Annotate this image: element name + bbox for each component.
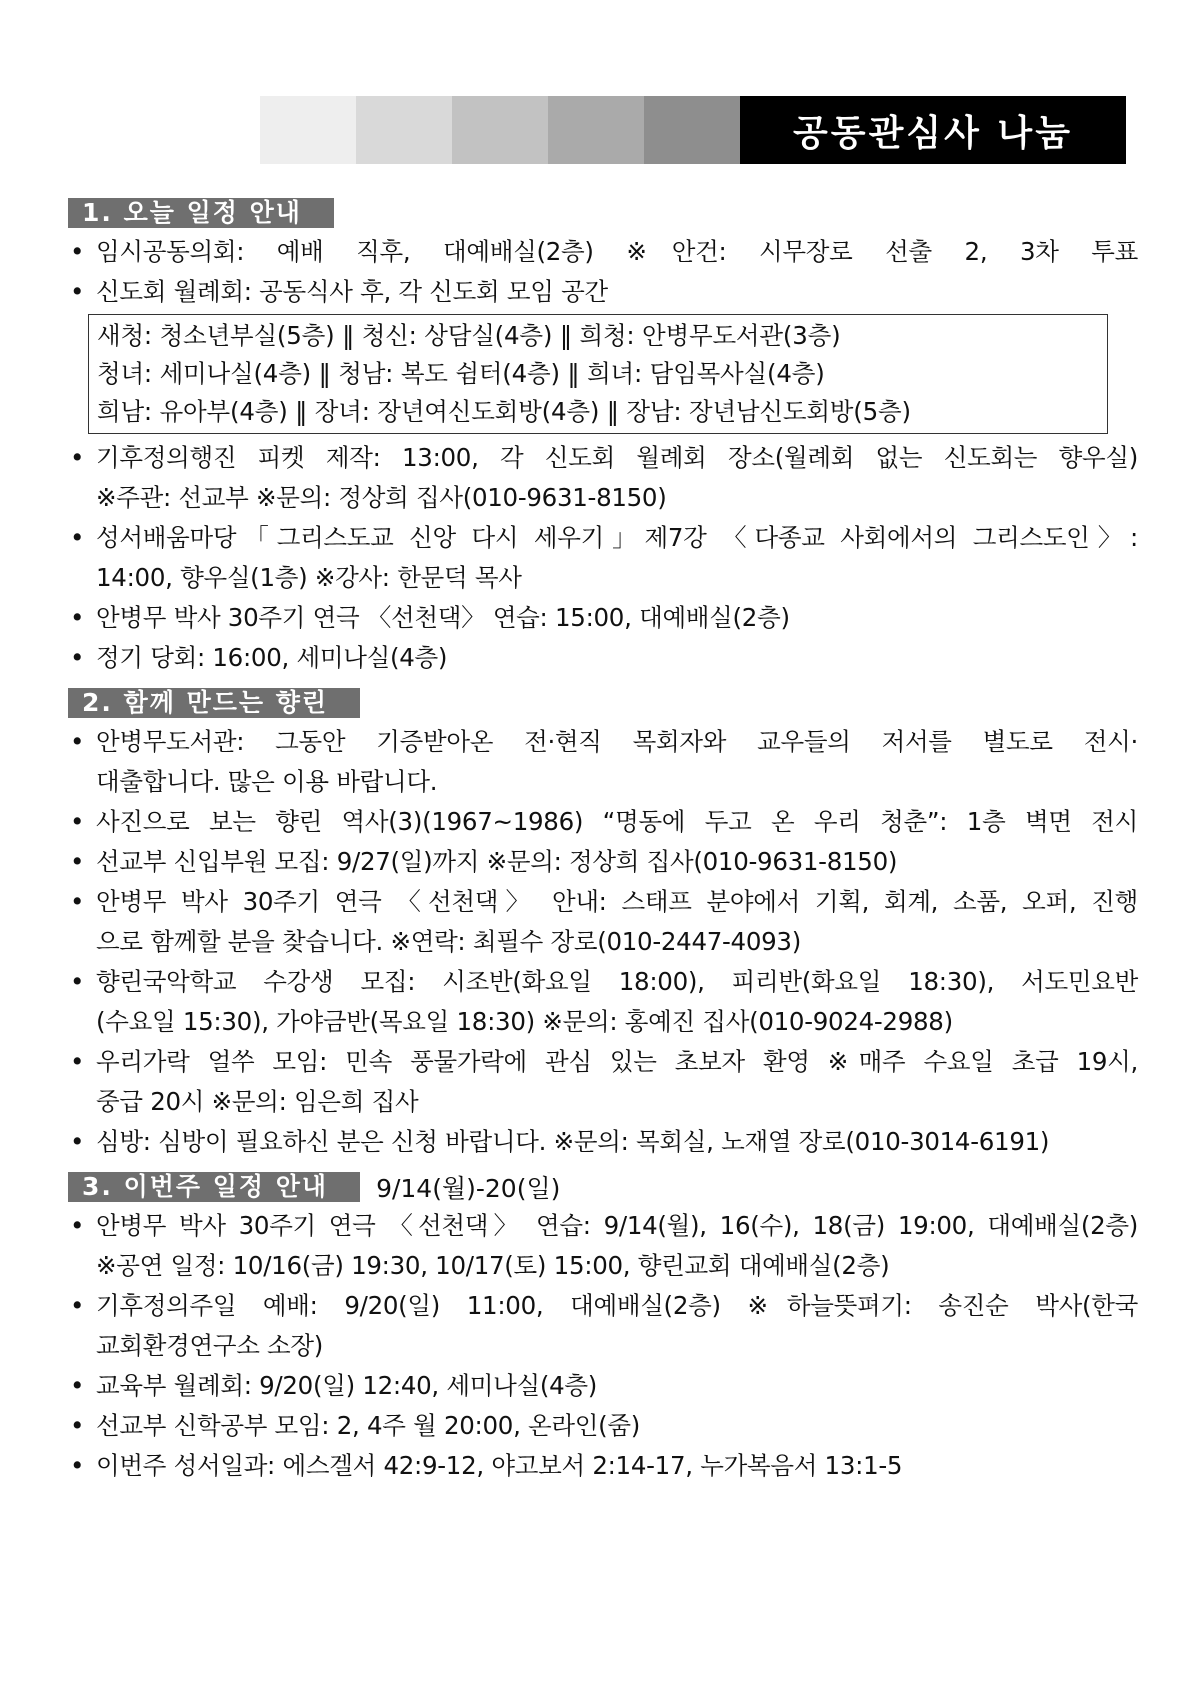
item-text: 기후정의행진 피켓 제작: 13:00, 각 신도회 월례회 장소(월례회 없는 신도회는 향우실) [96,443,1138,472]
list-item [68,638,1138,678]
list-item [68,518,1138,598]
meeting-location-box [88,314,1108,434]
list-item [68,272,1138,312]
bullet-icon: • [70,237,85,266]
bulletin-content [68,198,1138,1496]
item-text: ※공연 일정: 10/16(금) 19:30, 10/17(토) 15:00, 향린교회 대예배실(2층) [96,1251,890,1280]
item-list [68,1206,1138,1486]
gradient-block-5 [644,96,740,164]
list-item [68,1406,1138,1446]
item-list [68,438,1138,678]
box-line: 새청: 청소년부실(5층) ‖ 청신: 상담실(4층) ‖ 희청: 안병무도서관(3층) [97,321,841,350]
list-item [68,438,1138,518]
list-item [68,1366,1138,1406]
item-text: 기후정의주일 예배: 9/20(일) 11:00, 대예배실(2층) ※하늘뜻펴기: 송진순 박사(한국 [96,1291,1138,1320]
item-text: 우리가락 얼쑤 모임: 민속 풍물가락에 관심 있는 초보자 환영 ※매주 수요일 초급 19시, [96,1047,1138,1076]
item-text: 선교부 신학공부 모임: 2, 4주 월 20:00, 온라인(줌) [96,1411,641,1440]
box-line: 청녀: 세미나실(4층) ‖ 청남: 복도 쉼터(4층) ‖ 희녀: 담임목사실(4층) [97,359,825,388]
list-item [68,842,1138,882]
bullet-icon: • [70,727,85,756]
section-header [68,688,1138,718]
item-text: 성서배움마당「그리스도교 신앙 다시 세우기」제7강 〈다종교 사회에서의 그리스도인〉: [96,523,1138,552]
section-together [68,688,1138,1162]
item-text: 안병무 박사 30주기 연극 〈선천댁〉 안내: 스태프 분야에서 기획, 회계, 소품, 오퍼, 진행 [96,887,1138,916]
item-text: 이번주 성서일과: 에스겔서 42:9-12, 야고보서 2:14-17, 누가복음서 13:1-5 [96,1451,903,1480]
section-date: 9/14(월)-20(일) [376,1174,561,1203]
item-text: 향린국악학교 수강생 모집: 시조반(화요일 18:00), 피리반(화요일 18:30), 서도민요반 [96,967,1138,996]
bullet-icon: • [70,1047,85,1076]
item-list [68,232,1138,312]
bullet-icon: • [70,277,85,306]
item-text: ※주관: 선교부 ※문의: 정상희 집사(010-9631-8150) [96,483,667,512]
bullet-icon: • [70,603,85,632]
item-text: 정기 당회: 16:00, 세미나실(4층) [96,643,448,672]
item-text: 안병무 박사 30주기 연극 〈선천댁〉 연습: 15:00, 대예배실(2층) [96,603,790,632]
section-this-week [68,1172,1138,1486]
list-item [68,232,1138,272]
bullet-icon: • [70,807,85,836]
bullet-icon: • [70,887,85,916]
item-text: 사진으로 보는 향린 역사(3)(1967~1986) “명동에 두고 온 우리 청춘”: 1층 벽면 전시 [96,807,1138,836]
gradient-block-2 [356,96,452,164]
list-item [68,1286,1138,1366]
bullet-icon: • [70,1371,85,1400]
bullet-icon: • [70,847,85,876]
bullet-icon: • [70,967,85,996]
section-header [68,1172,1138,1202]
list-item [68,1206,1138,1286]
list-item [68,962,1138,1042]
list-item [68,882,1138,962]
list-item [68,1122,1138,1162]
bullet-icon: • [70,443,85,472]
item-text: 교육부 월례회: 9/20(일) 12:40, 세미나실(4층) [96,1371,598,1400]
item-text: 임시공동의회: 예배 직후, 대예배실(2층) ※안건: 시무장로 선출 2, 3차 투표 [96,237,1138,266]
bullet-icon: • [70,1127,85,1156]
list-item [68,598,1138,638]
list-item [68,1446,1138,1486]
bullet-icon: • [70,1211,85,1240]
item-text: 중급 20시 ※문의: 임은희 집사 [96,1087,419,1116]
gradient-block-4 [548,96,644,164]
page-title: 공동관심사 나눔 [740,96,1126,164]
section-title: 3. 이번주 일정 안내 [68,1172,360,1202]
bullet-icon: • [70,643,85,672]
section-today [68,198,1138,678]
page-header [260,96,1126,164]
section-title: 1. 오늘 일정 안내 [68,198,334,228]
section-title: 2. 함께 만드는 향린 [68,688,360,718]
item-text: 대출합니다. 많은 이용 바랍니다. [96,767,438,796]
bullet-icon: • [70,523,85,552]
gradient-block-3 [452,96,548,164]
section-header [68,198,1138,228]
list-item [68,722,1138,802]
item-text: 으로 함께할 분을 찾습니다. ※연락: 최필수 장로(010-2447-4093) [96,927,801,956]
bullet-icon: • [70,1451,85,1480]
item-text: 심방: 심방이 필요하신 분은 신청 바랍니다. ※문의: 목회실, 노재열 장로(010-3014-6191) [96,1127,1050,1156]
item-text: 선교부 신입부원 모집: 9/27(일)까지 ※문의: 정상희 집사(010-9631-8150) [96,847,898,876]
item-list [68,722,1138,1162]
box-line: 희남: 유아부(4층) ‖ 장녀: 장년여신도회방(4층) ‖ 장남: 장년남신도회방(5층) [97,397,911,426]
gradient-block-1 [260,96,356,164]
list-item [68,1042,1138,1122]
list-item [68,802,1138,842]
item-text: 교회환경연구소 소장) [96,1331,324,1360]
bullet-icon: • [70,1411,85,1440]
item-text: 14:00, 향우실(1층) ※강사: 한문덕 목사 [96,563,522,592]
bullet-icon: • [70,1291,85,1320]
item-text: 안병무 박사 30주기 연극 〈선천댁〉 연습: 9/14(월), 16(수), 18(금) 19:00, 대예배실(2층) [96,1211,1138,1240]
item-text: (수요일 15:30), 가야금반(목요일 18:30) ※문의: 홍예진 집사(010-9024-2988) [96,1007,953,1036]
item-text: 안병무도서관: 그동안 기증받아온 전·현직 목회자와 교우들의 저서를 별도로 전시· [96,727,1138,756]
item-text: 신도회 월례회: 공동식사 후, 각 신도회 모임 공간 [96,277,608,306]
